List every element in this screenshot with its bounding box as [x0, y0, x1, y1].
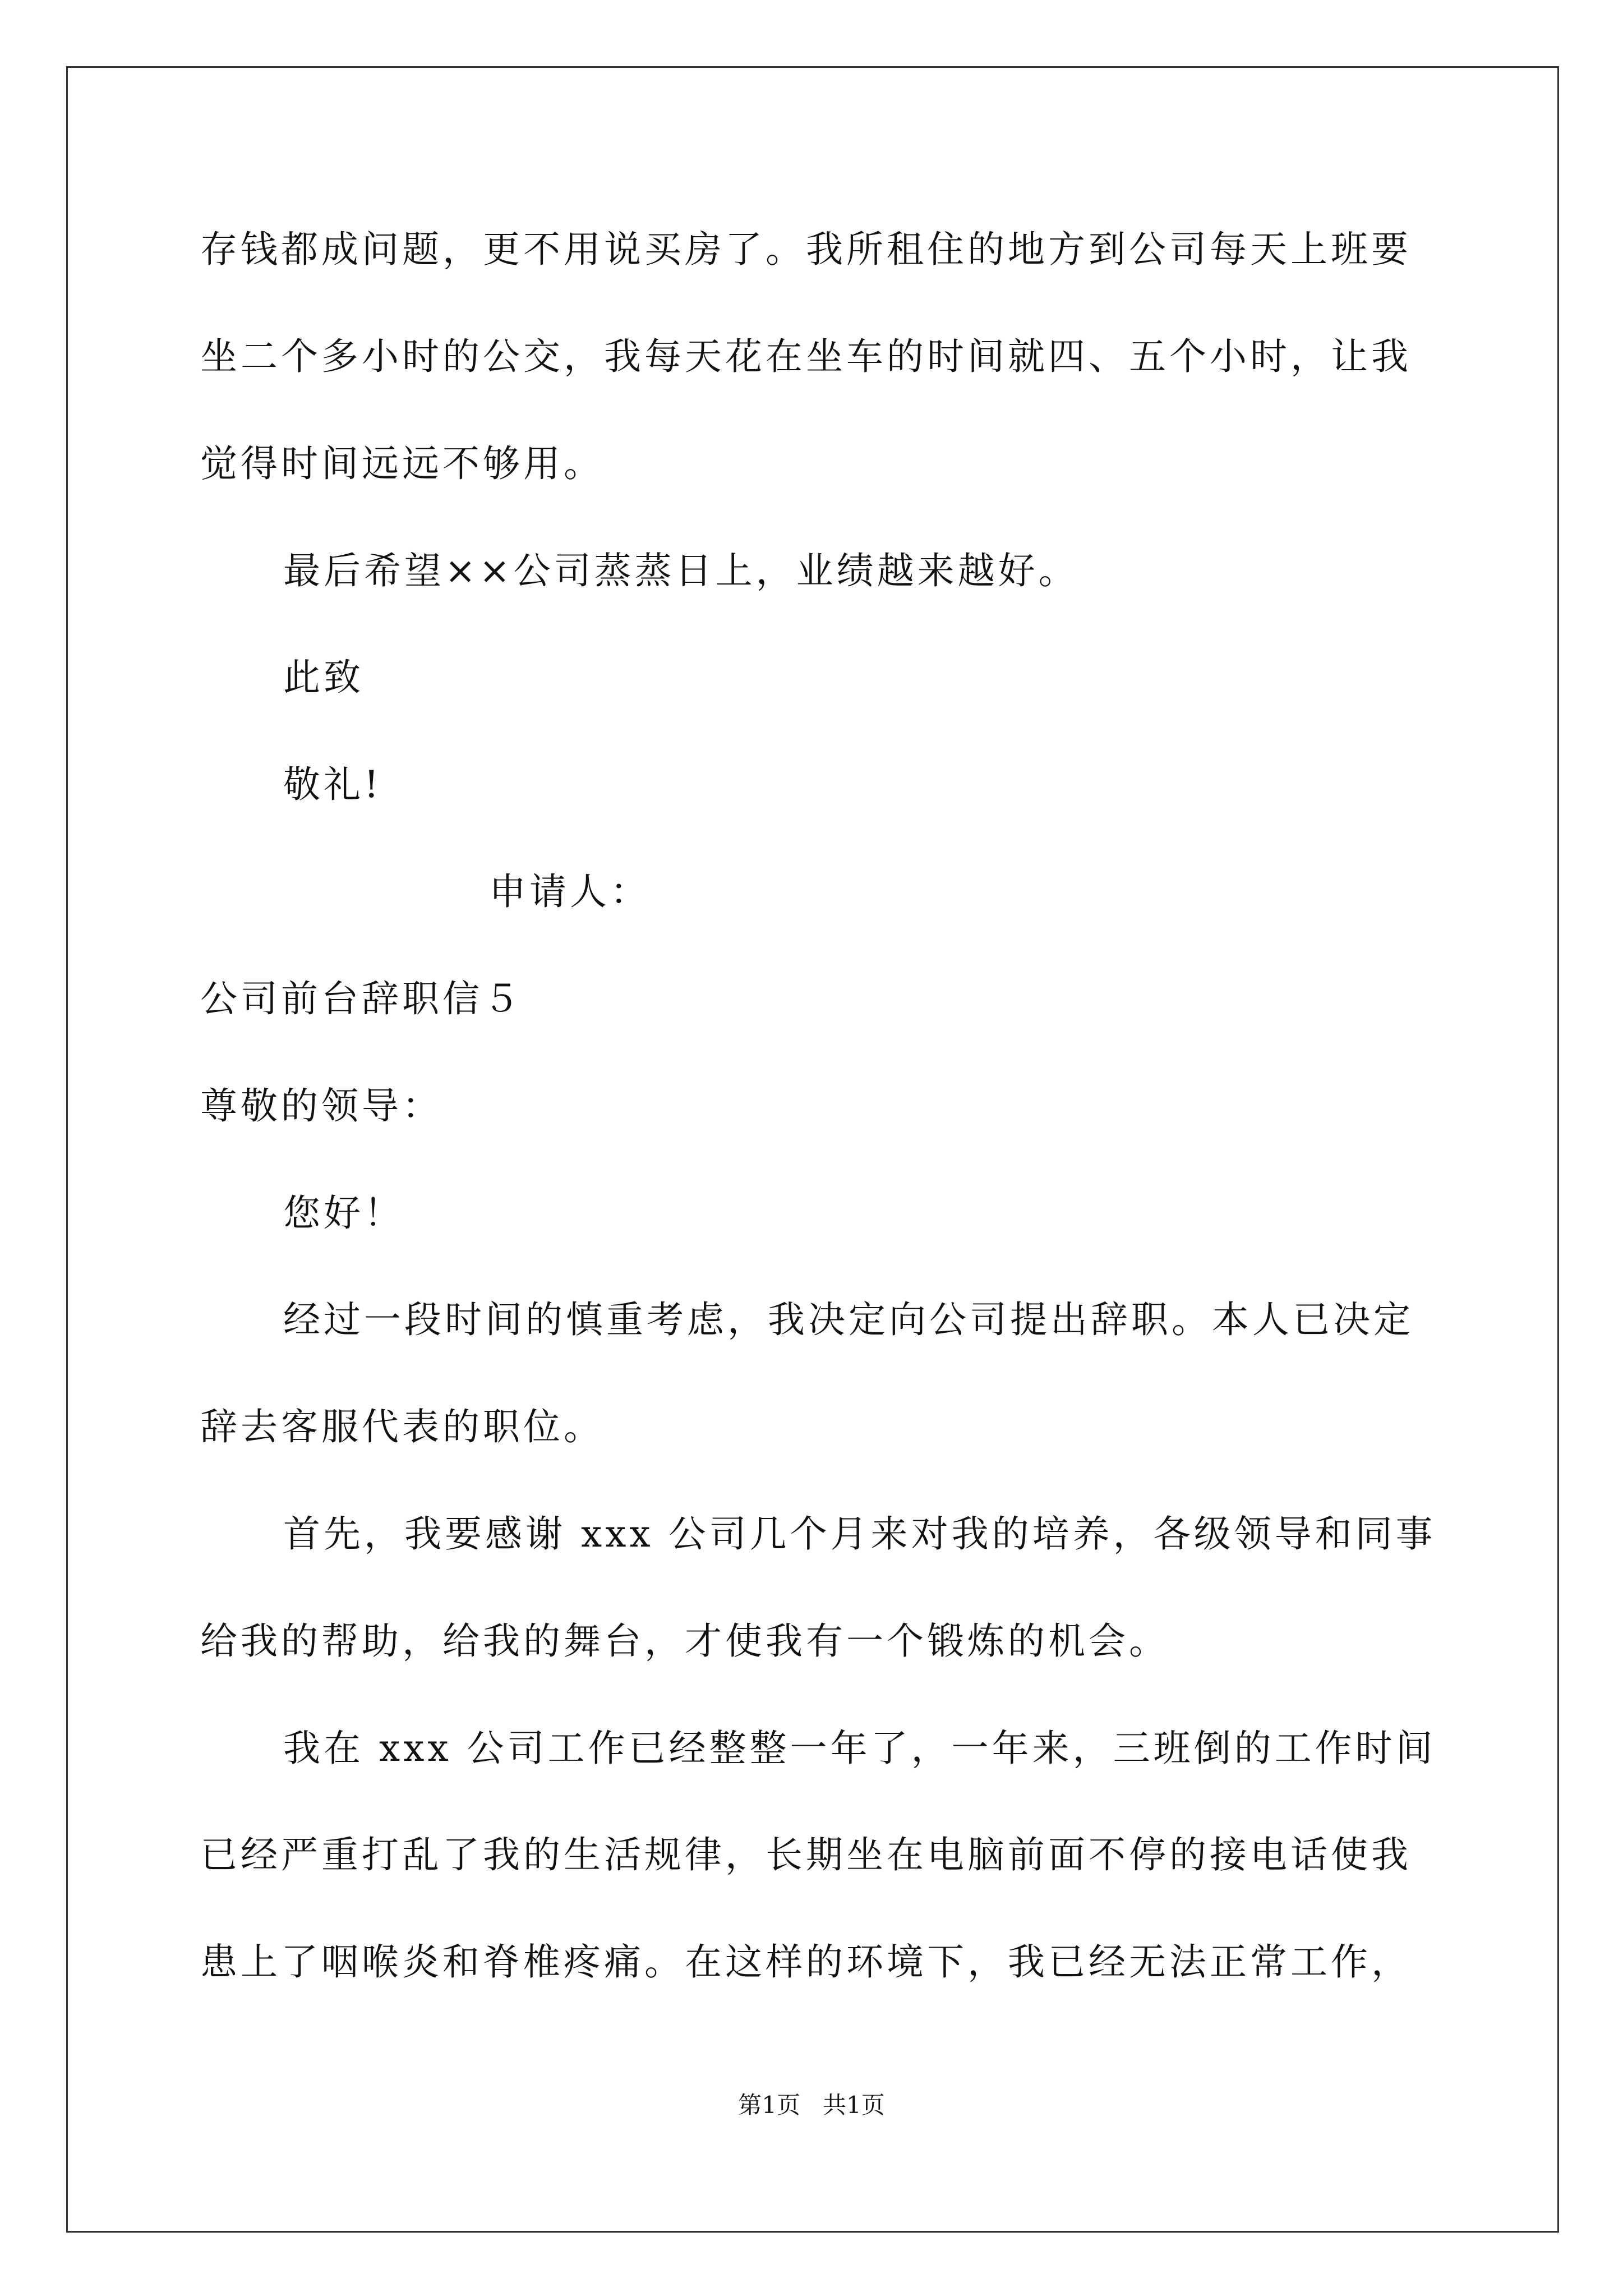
- applicant-label: 申请人：: [489, 870, 651, 913]
- page-frame: [66, 66, 1559, 2233]
- page-number-footer: 第1页 共1页: [738, 2091, 885, 2119]
- text-line-1: 存钱都成问题，更不用说买房了。我所租住的地方到公司每天上班要: [200, 228, 1412, 271]
- greeting-recipient: 尊敬的领导：: [200, 1084, 442, 1128]
- text-line-16: 已经严重打乱了我的生活规律，长期坐在电脑前面不停的接电话使我: [200, 1833, 1412, 1876]
- respect-line: 敬礼!: [283, 763, 382, 806]
- text-line-14: 给我的帮助，给我的舞台，才使我有一个锻炼的机会。: [200, 1619, 1169, 1663]
- text-line-11: 经过一段时间的慎重考虑，我决定向公司提出辞职。本人已决定: [283, 1298, 1414, 1341]
- salutation-line: 此致: [283, 656, 364, 699]
- text-line-12: 辞去客服代表的职位。: [200, 1405, 604, 1448]
- text-line-2: 坐二个多小时的公交，我每天花在坐车的时间就四、五个小时，让我: [200, 335, 1412, 378]
- text-line-15: 我在 xxx 公司工作已经整整一年了，一年来，三班倒的工作时间: [283, 1727, 1436, 1770]
- closing-wish-line: 最后希望××公司蒸蒸日上，业绩越来越好。: [283, 549, 1079, 592]
- greeting-line: 您好！: [283, 1191, 404, 1235]
- text-line-3: 觉得时间远远不够用。: [200, 442, 604, 485]
- text-line-17: 患上了咽喉炎和脊椎疼痛。在这样的环境下，我已经无法正常工作，: [200, 1940, 1412, 1984]
- text-line-13: 首先，我要感谢 xxx 公司几个月来对我的培养，各级领导和同事: [283, 1512, 1436, 1556]
- letter-title: 公司前台辞职信５: [200, 977, 523, 1020]
